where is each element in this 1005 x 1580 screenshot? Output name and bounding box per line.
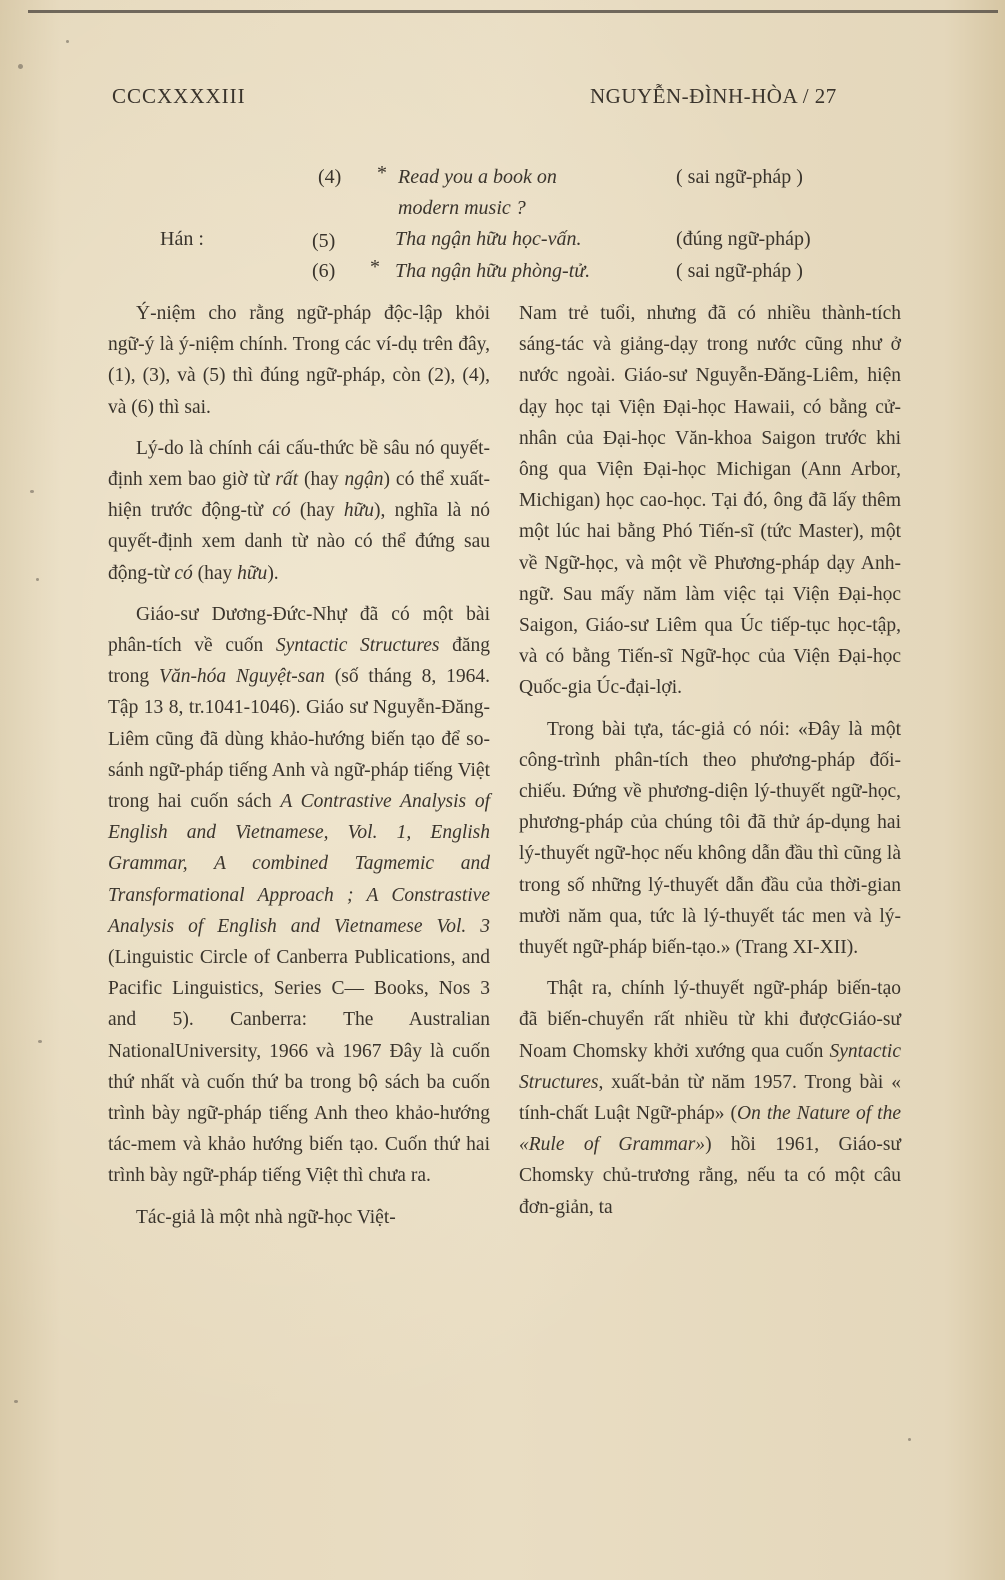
text-run: (hay xyxy=(298,469,345,491)
text-run: ) hồi 1961, Giáo-sư Chomsky chủ-trương rằng, nếu ta có một câu đơn-giản, ta xyxy=(519,1134,902,1218)
journal-title: Văn-hóa Nguyệt-san xyxy=(159,666,325,688)
running-header: NGUYỄN-ĐÌNH-HÒA / 27 xyxy=(590,84,837,108)
han-label: Hán : xyxy=(160,228,204,250)
speck xyxy=(30,490,34,493)
article-title: On the Nature of the «Rule of Grammar» xyxy=(519,1103,901,1156)
text-run: đăng trong xyxy=(108,635,491,688)
example-4-number: (4) xyxy=(318,166,342,188)
example-6-star: * xyxy=(370,256,380,278)
example-4-line1 xyxy=(398,166,557,189)
example-6-text: Tha ngận hữu phòng-tử. xyxy=(395,260,591,282)
text-run: , xuất-bản từ năm 1957. Trong bài « tính-chất Luật Ngữ-pháp» ( xyxy=(519,1071,901,1125)
italic-term: rất xyxy=(275,469,299,491)
text-run: Giáo-sư Dương-Đức-Nhự đã có một bài phân-tích về cuốn xyxy=(108,603,490,657)
book-title: Syntactic Structures xyxy=(519,1040,901,1093)
example-6-line xyxy=(395,260,590,283)
left-column xyxy=(108,298,490,1233)
italic-term: hữu xyxy=(237,562,268,584)
example-5-number: (5) xyxy=(312,230,336,252)
example-6-number: (6) xyxy=(312,260,336,282)
left-paragraph-4: Tác-giả là một nhà ngữ-học Việt- xyxy=(136,1206,396,1228)
book-title: Syntactic Structures xyxy=(275,635,440,657)
left-paragraph-2 xyxy=(108,433,490,589)
italic-term: hữu xyxy=(343,500,374,522)
right-paragraph-2: Trong bài tựa, tác-giả có nói: «Đây là một công-trình phân-tích theo phương-pháp đối-chiếu. Đứng về phương-diện lý-thuyết ngữ-học, phương-pháp của chúng tôi đã thử áp-dụng hai lý-thuyết ngữ-học nếu không dẫn đầu thì cũng là trong số những lý-thuyết dẫn đầu của thời-gian mười năm qua, tức là lý-thuyết tác men và lý-thuyết ngữ-pháp biến-tạo.» (Trang XI-XII). xyxy=(519,718,901,959)
speck xyxy=(38,1040,42,1043)
right-paragraph-1: Nam trẻ tuổi, nhưng đã có nhiều thành-tích sáng-tác và giảng-dạy trong nước cũng như ở nước ngoài. Giáo-sư Nguyễn-Đăng-Liêm, hiện dạy học tại Viện Đại-học Hawaii, có bằng cử-nhân của Đại-học Văn-khoa Saigon trước khi ông qua Viện Đại-học Michigan (Ann Arbor, Michigan) học cao-học. Tại đó, ông đã lấy thêm một lúc hai bằng Phó Tiến-sĩ (tức Master), một về Ngữ-học, và một về Phương-pháp dạy Anh-ngữ. Sau mấy năm làm việc tại Viện Đại-học Saigon, Giáo-sư Liêm qua Úc tiếp-tục học-tập, và có bằng Tiến-sĩ Ngữ-học của Viện Đại-học Quốc-gia Úc-đại-lợi. xyxy=(519,303,901,699)
italic-term: có xyxy=(174,562,193,584)
example-4-line2 xyxy=(398,197,526,220)
speck xyxy=(18,64,23,69)
speck xyxy=(36,578,39,581)
text-run: (số tháng 8, 1964. Tập 13 8, tr.1041-1046). Giáo sư Nguyễn-Đăng-Liêm cũng đã dùng khảo-hướng biến tạo để so-sánh ngữ-pháp tiếng Anh và ngữ-pháp tiếng Việt trong hai cuốn sách xyxy=(108,666,490,813)
text-run: ), nghĩa là nó quyết-định xem danh từ nào có thể đứng sau động-từ xyxy=(108,500,491,584)
right-paragraph-3 xyxy=(519,973,901,1223)
text-run: (Linguistic Circle of Canberra Publications, and Pacific Linguistics, Series C— Books, Nos 3 and 5). Canberra: The Australian NationalUniversity, 1966 và 1967 Đây là cuốn thứ nhất và cuốn thứ ba trong bộ sách ba cuốn trình bày ngữ-pháp tiếng Anh theo khảo-hướng tác-mem và khảo hướng biến tạo. Cuốn thứ hai trình bày ngữ-pháp tiếng Việt thì chưa ra. xyxy=(108,947,490,1187)
italic-term: có xyxy=(272,500,291,522)
example-6-note: ( sai ngữ-pháp ) xyxy=(676,260,803,282)
left-paragraph-3 xyxy=(108,599,490,1192)
example-4-star: * xyxy=(377,162,387,184)
example-4-text: Read you a book on xyxy=(398,166,557,188)
text-run: Lý-do là chính cái cấu-thức bề sâu nó quyết-định xem bao giờ từ xyxy=(108,437,490,491)
text-run: ) có thể xuất-hiện trước động-từ xyxy=(108,469,490,522)
example-5-line xyxy=(395,228,581,251)
example-5-note: (đúng ngữ-pháp) xyxy=(676,228,811,250)
section-number: CCCXXXXIII xyxy=(112,84,246,108)
italic-term: ngận xyxy=(344,469,384,491)
text-run: ). xyxy=(267,562,279,584)
right-column xyxy=(519,298,901,1223)
example-4-note: ( sai ngữ-pháp ) xyxy=(676,166,803,188)
text-run: (hay xyxy=(290,500,344,522)
left-paragraph-1: Ý-niệm cho rằng ngữ-pháp độc-lập khỏi ngữ-ý là ý-niệm chính. Trong các ví-dụ trên đây, (1), (3), và (5) thì đúng ngữ-pháp, còn (2), (4), và (6) thì sai. xyxy=(108,303,490,418)
speck xyxy=(908,1438,911,1441)
book-title: A Contrastive Analysis of English and Vietnamese, Vol. 1, English Grammar, A combined Tagmemic and Transformational Approach ; A Constrastive Analysis of English and Vietnamese Vol. 3 xyxy=(108,791,490,937)
text-run: Thật ra, chính lý-thuyết ngữ-pháp biến-tạo đã biến-chuyển rất nhiều từ khi đượcGiáo-sư Noam Chomsky khởi xướng qua cuốn xyxy=(519,978,901,1062)
speck xyxy=(14,1400,18,1403)
example-4-text2: modern music ? xyxy=(398,197,526,219)
top-rule xyxy=(28,10,998,13)
speck xyxy=(66,40,69,43)
text-run: (hay xyxy=(192,562,238,584)
example-5-text: Tha ngận hữu học-vấn. xyxy=(395,228,582,250)
